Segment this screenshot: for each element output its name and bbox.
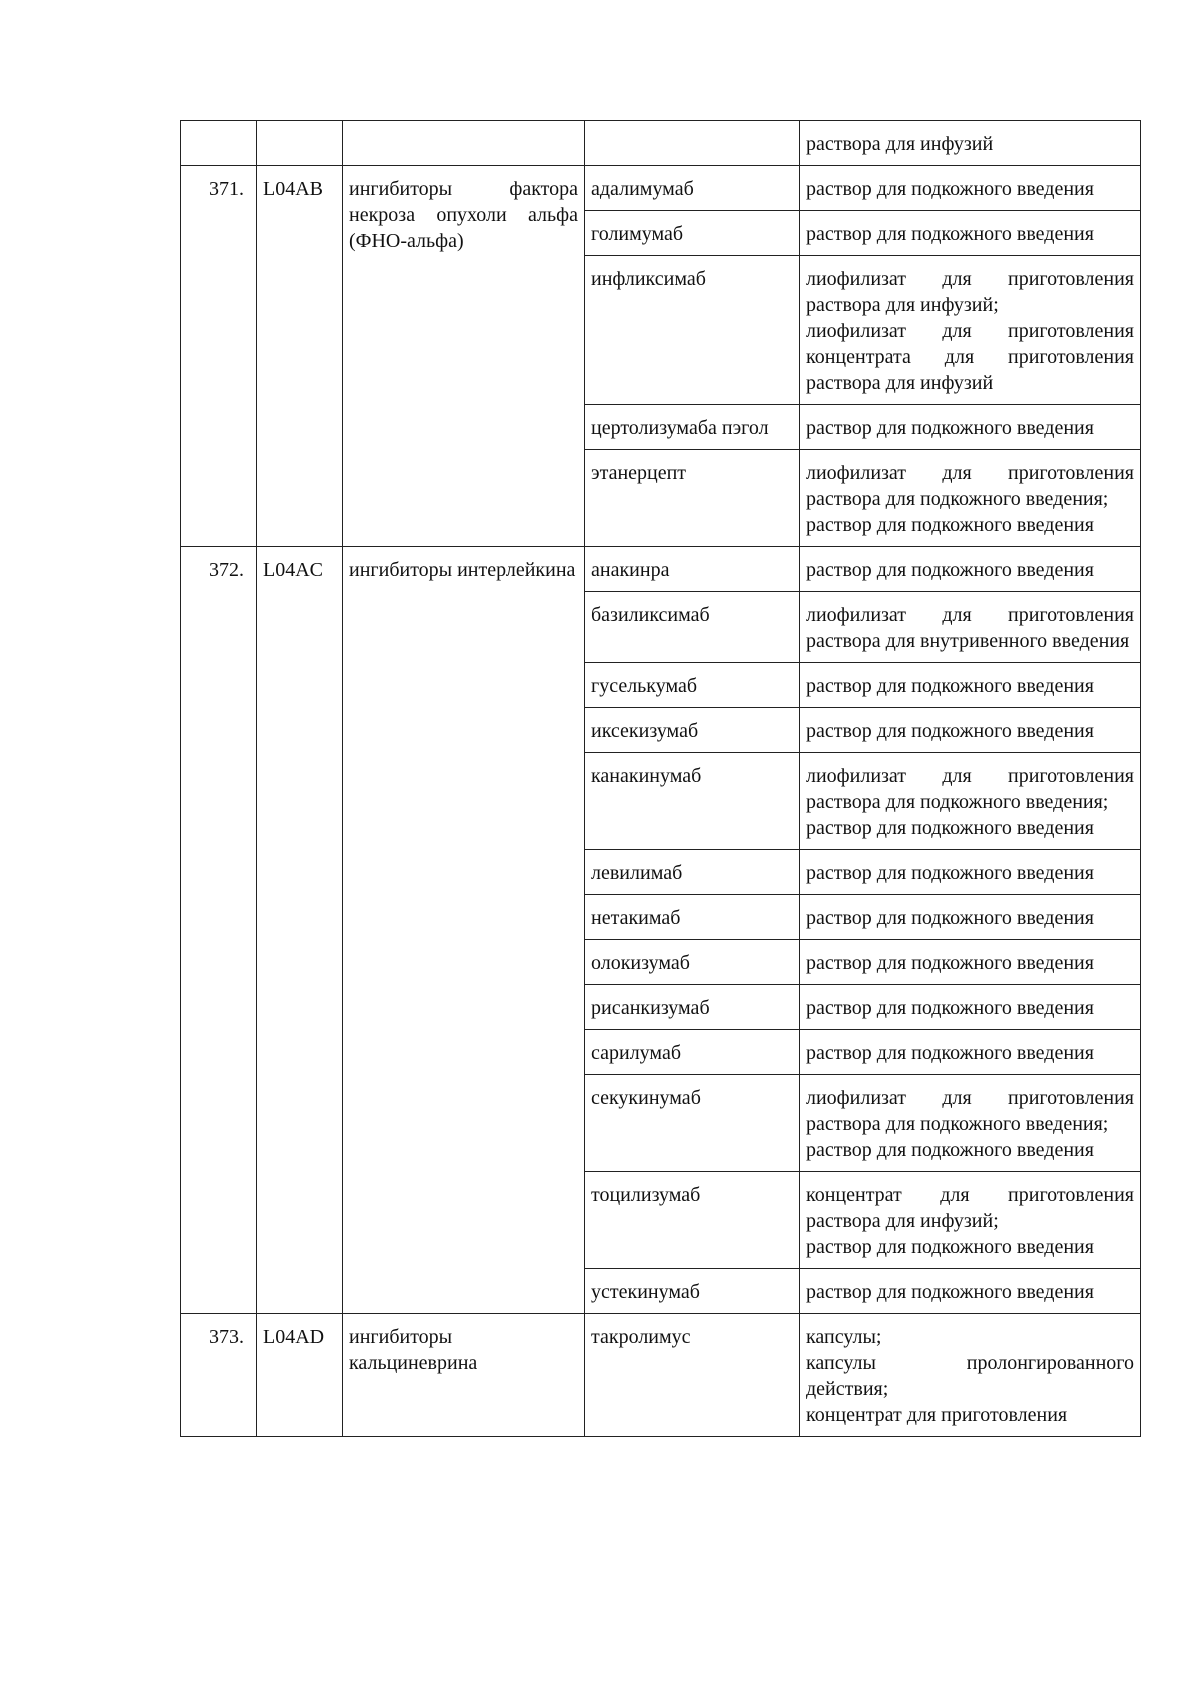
dosage-form-line: концентрат для приготовления раствора для инфузий; xyxy=(806,1184,1134,1232)
dosage-form-line: капсулы; xyxy=(806,1326,882,1348)
drug-cell xyxy=(585,121,800,166)
drug-name-cell: голимумаб xyxy=(585,211,800,256)
dosage-form-line: раствор для подкожного введения xyxy=(806,817,1094,839)
drug-list-table xyxy=(180,120,1141,1437)
drug-name-cell: олокизумаб xyxy=(585,940,800,985)
dosage-form-cell xyxy=(800,1314,1141,1437)
dosage-form-line: раствор для подкожного введения xyxy=(806,952,1094,974)
dosage-form-line: раствор для подкожного введения xyxy=(806,675,1094,697)
dosage-form-cell xyxy=(800,166,1141,211)
drug-name-cell: левилимаб xyxy=(585,850,800,895)
atc-code-cell: L04AC xyxy=(257,547,343,1314)
dosage-form-cell xyxy=(800,1172,1141,1269)
dosage-form-cell xyxy=(800,592,1141,663)
dosage-form-line: раствор для подкожного введения xyxy=(806,907,1094,929)
dosage-form-cell xyxy=(800,1269,1141,1314)
number-cell: 372. xyxy=(181,547,257,1314)
group-name-cell: ингибиторы кальциневрина xyxy=(343,1314,585,1437)
dosage-form-line: лиофилизат для приготовления раствора для инфузий; xyxy=(806,268,1134,316)
dosage-form-cell xyxy=(800,211,1141,256)
dosage-form-cell xyxy=(800,256,1141,405)
drug-name-cell: гуселькумаб xyxy=(585,663,800,708)
dosage-form-line: раствор для подкожного введения xyxy=(806,1236,1094,1258)
dosage-form-cell xyxy=(800,850,1141,895)
dosage-form-line: лиофилизат для приготовления раствора для подкожного введения; xyxy=(806,462,1134,510)
dosage-form-line: раствор для подкожного введения xyxy=(806,514,1094,536)
drug-name-cell: такролимус xyxy=(585,1314,800,1437)
dosage-form-line: лиофилизат для приготовления раствора для внутривенного введения xyxy=(806,604,1134,652)
dosage-form-line: раствор для подкожного введения xyxy=(806,1042,1094,1064)
form-line: раствора для инфузий xyxy=(806,133,994,155)
dosage-form-line: лиофилизат для приготовления раствора для подкожного введения; xyxy=(806,765,1134,813)
drug-name-cell: цертолизумаба пэгол xyxy=(585,405,800,450)
dosage-form-line: лиофилизат для приготовления раствора для подкожного введения; xyxy=(806,1087,1134,1135)
dosage-form-line: раствор для подкожного введения xyxy=(806,1281,1094,1303)
drug-name-cell: нетакимаб xyxy=(585,895,800,940)
number-cell: 371. xyxy=(181,166,257,547)
dosage-form-cell xyxy=(800,450,1141,547)
table-row xyxy=(181,547,1141,592)
drug-name-cell: этанерцепт xyxy=(585,450,800,547)
atc-code-cell: L04AD xyxy=(257,1314,343,1437)
table-row xyxy=(181,1314,1141,1437)
group-cell xyxy=(343,121,585,166)
dosage-form-cell xyxy=(800,895,1141,940)
form-cell xyxy=(800,121,1141,166)
dosage-form-line: капсулы пролонгированного действия; xyxy=(806,1352,1134,1400)
number-cell xyxy=(181,121,257,166)
group-name-cell: ингибиторы интерлейкина xyxy=(343,547,585,1314)
atc-code-cell: L04AB xyxy=(257,166,343,547)
dosage-form-cell xyxy=(800,940,1141,985)
drug-name-cell: рисанкизумаб xyxy=(585,985,800,1030)
drug-name-cell: сарилумаб xyxy=(585,1030,800,1075)
dosage-form-line: раствор для подкожного введения xyxy=(806,997,1094,1019)
dosage-form-line: раствор для подкожного введения xyxy=(806,862,1094,884)
dosage-form-line: раствор для подкожного введения xyxy=(806,1139,1094,1161)
dosage-form-cell xyxy=(800,753,1141,850)
group-name-cell: ингибиторы фактора некроза опухоли альфа (ФНО-альфа) xyxy=(343,166,585,547)
dosage-form-line: раствор для подкожного введения xyxy=(806,223,1094,245)
drug-name-cell: инфликсимаб xyxy=(585,256,800,405)
code-cell xyxy=(257,121,343,166)
dosage-form-cell xyxy=(800,985,1141,1030)
drug-name-cell: анакинра xyxy=(585,547,800,592)
dosage-form-line: раствор для подкожного введения xyxy=(806,720,1094,742)
drug-name-cell: иксекизумаб xyxy=(585,708,800,753)
dosage-form-line: раствор для подкожного введения xyxy=(806,559,1094,581)
dosage-form-cell xyxy=(800,663,1141,708)
drug-name-cell: тоцилизумаб xyxy=(585,1172,800,1269)
table-body xyxy=(181,121,1141,1437)
number-cell: 373. xyxy=(181,1314,257,1437)
dosage-form-cell xyxy=(800,405,1141,450)
dosage-form-line: раствор для подкожного введения xyxy=(806,417,1094,439)
drug-name-cell: канакинумаб xyxy=(585,753,800,850)
drug-name-cell: базиликсимаб xyxy=(585,592,800,663)
continuation-row xyxy=(181,121,1141,166)
dosage-form-cell xyxy=(800,1075,1141,1172)
dosage-form-cell xyxy=(800,1030,1141,1075)
dosage-form-cell xyxy=(800,708,1141,753)
drug-name-cell: устекинумаб xyxy=(585,1269,800,1314)
drug-name-cell: адалимумаб xyxy=(585,166,800,211)
dosage-form-line: раствор для подкожного введения xyxy=(806,178,1094,200)
table-row xyxy=(181,166,1141,211)
dosage-form-line: лиофилизат для приготовления концентрата для приготовления раствора для инфузий xyxy=(806,320,1134,394)
drug-name-cell: секукинумаб xyxy=(585,1075,800,1172)
dosage-form-line: концентрат для приготовления xyxy=(806,1404,1068,1426)
dosage-form-cell xyxy=(800,547,1141,592)
